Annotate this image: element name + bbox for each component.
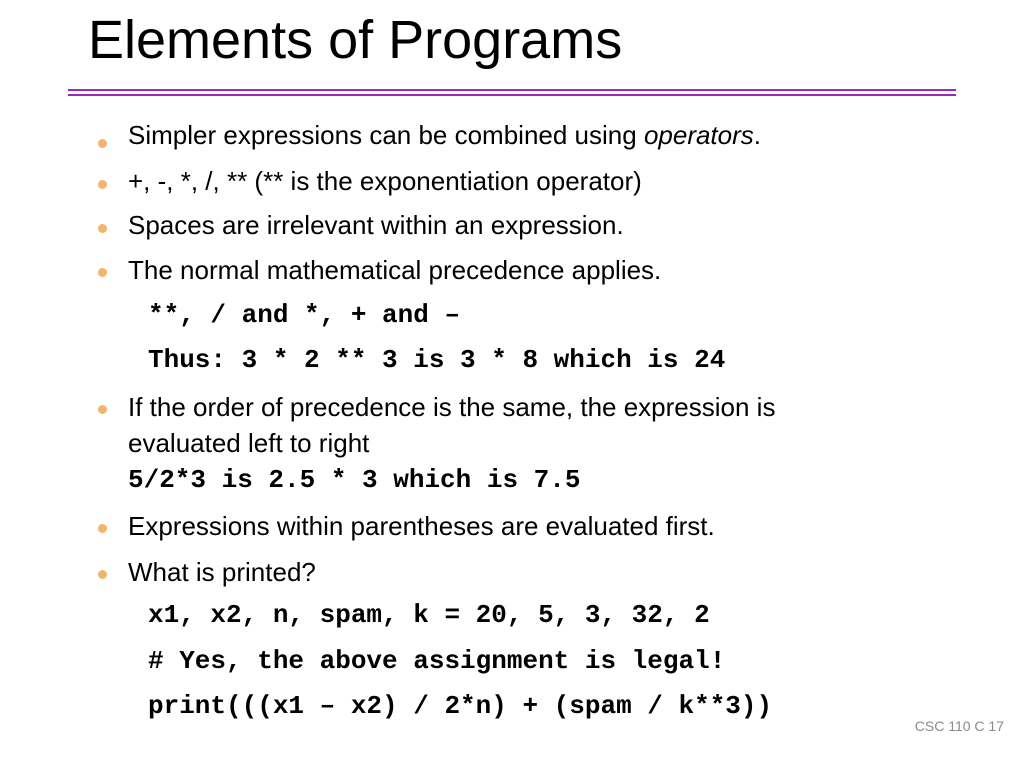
code-left-to-right-example: 5/2*3 is 2.5 * 3 which is 7.5	[128, 465, 581, 495]
bullet-icon	[98, 224, 107, 233]
bullet-operator-list: +, -, *, /, ** (** is the exponentiation operator)	[128, 166, 642, 196]
bullet-left-to-right-line1: If the order of precedence is the same, the expression is	[128, 392, 776, 422]
bullet-icon	[98, 570, 107, 579]
bullet-icon	[98, 139, 107, 148]
bullet-what-is-printed: What is printed?	[128, 557, 316, 587]
code-assignment: x1, x2, n, spam, k = 20, 5, 3, 32, 2	[148, 600, 710, 630]
bullet-operators-text: Simpler expressions can be combined using	[128, 120, 644, 150]
code-comment: # Yes, the above assignment is legal!	[148, 646, 726, 676]
slide-footer: CSC 110 C 17	[914, 718, 1004, 734]
slide-title: Elements of Programs	[88, 10, 623, 70]
code-precedence-order: **, / and *, + and –	[148, 300, 461, 330]
bullet-parentheses: Expressions within parentheses are evaluated first.	[128, 511, 715, 541]
code-print-statement: print(((x1 – x2) / 2*n) + (spam / k**3))	[148, 691, 773, 721]
code-precedence-example: Thus: 3 * 2 ** 3 is 3 * 8 which is 24	[148, 345, 726, 375]
bullet-operators-period: .	[753, 120, 762, 150]
bullet-precedence: The normal mathematical precedence applies.	[128, 255, 662, 285]
bullet-operators-emphasis: operators	[643, 120, 754, 150]
title-divider-top	[68, 89, 956, 91]
bullet-icon	[98, 180, 107, 189]
bullet-icon	[98, 524, 107, 533]
bullet-icon	[98, 268, 107, 277]
title-divider-bottom	[68, 94, 956, 96]
bullet-spaces: Spaces are irrelevant within an expression.	[128, 210, 624, 240]
bullet-icon	[98, 405, 107, 414]
bullet-operators	[128, 120, 761, 150]
bullet-left-to-right-line2: evaluated left to right	[128, 428, 370, 458]
